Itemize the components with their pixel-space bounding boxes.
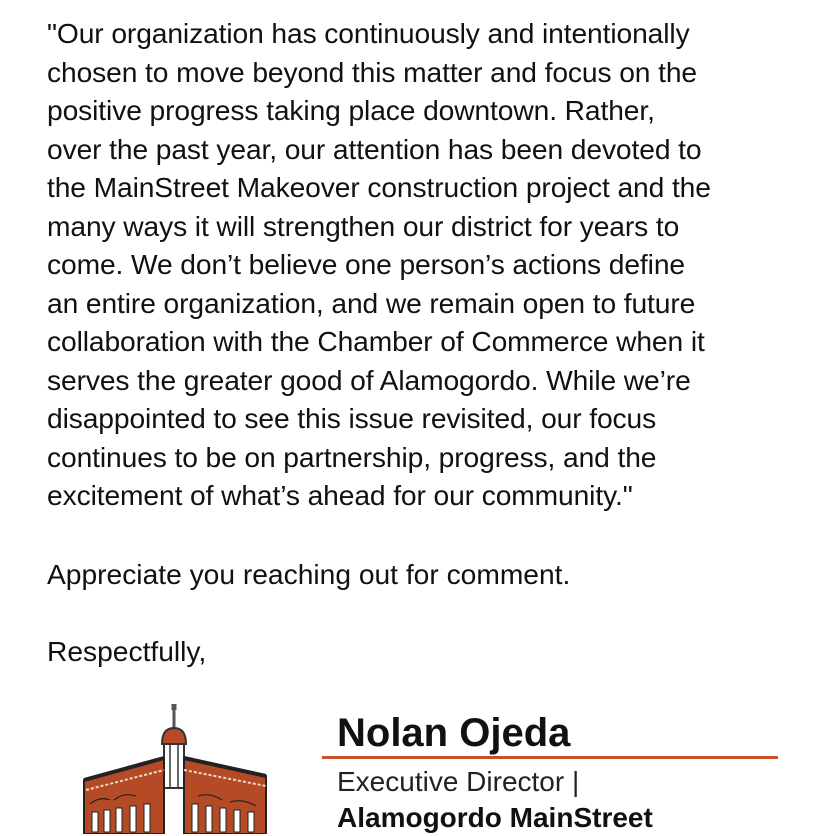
statement-line: continues to be on partnership, progress, and the bbox=[47, 440, 657, 473]
signature-title: Executive Director | bbox=[337, 766, 580, 797]
statement-line: the MainStreet Makeover construction project and the bbox=[47, 171, 711, 203]
statement-line: serves the greater good of Alamogordo. While we’re bbox=[47, 363, 691, 396]
appreciation-text: Appreciate you reaching out for comment. bbox=[47, 558, 571, 590]
sign-off-text: Respectfully, bbox=[47, 635, 207, 667]
email-body bbox=[47, 14, 792, 667]
statement-line: "Our organization has continuously and intentionally bbox=[47, 17, 690, 49]
signature-divider bbox=[322, 756, 778, 759]
statement-line: an entire organization, and we remain open to future bbox=[47, 286, 696, 319]
signature-organization: Alamogordo MainStreet bbox=[337, 802, 653, 833]
statement-line: excitement of what’s ahead for our community." bbox=[47, 479, 633, 511]
statement-line: many ways it will strengthen our district for years to bbox=[47, 209, 680, 242]
statement-line: positive progress taking place downtown. Rather, bbox=[47, 94, 655, 126]
historic-brick-building-logo-icon bbox=[80, 700, 270, 834]
signature-name: Nolan Ojeda bbox=[337, 711, 571, 755]
statement-line: disappointed to see this issue revisited, our focus bbox=[47, 402, 657, 434]
quoted-statement bbox=[47, 14, 792, 515]
statement-line: over the past year, our attention has been devoted to bbox=[47, 132, 702, 165]
statement-line: come. We don’t believe one person’s actions define bbox=[47, 248, 685, 280]
statement-line: chosen to move beyond this matter and focus on the bbox=[47, 55, 697, 88]
statement-line: collaboration with the Chamber of Commerce when it bbox=[47, 325, 705, 357]
